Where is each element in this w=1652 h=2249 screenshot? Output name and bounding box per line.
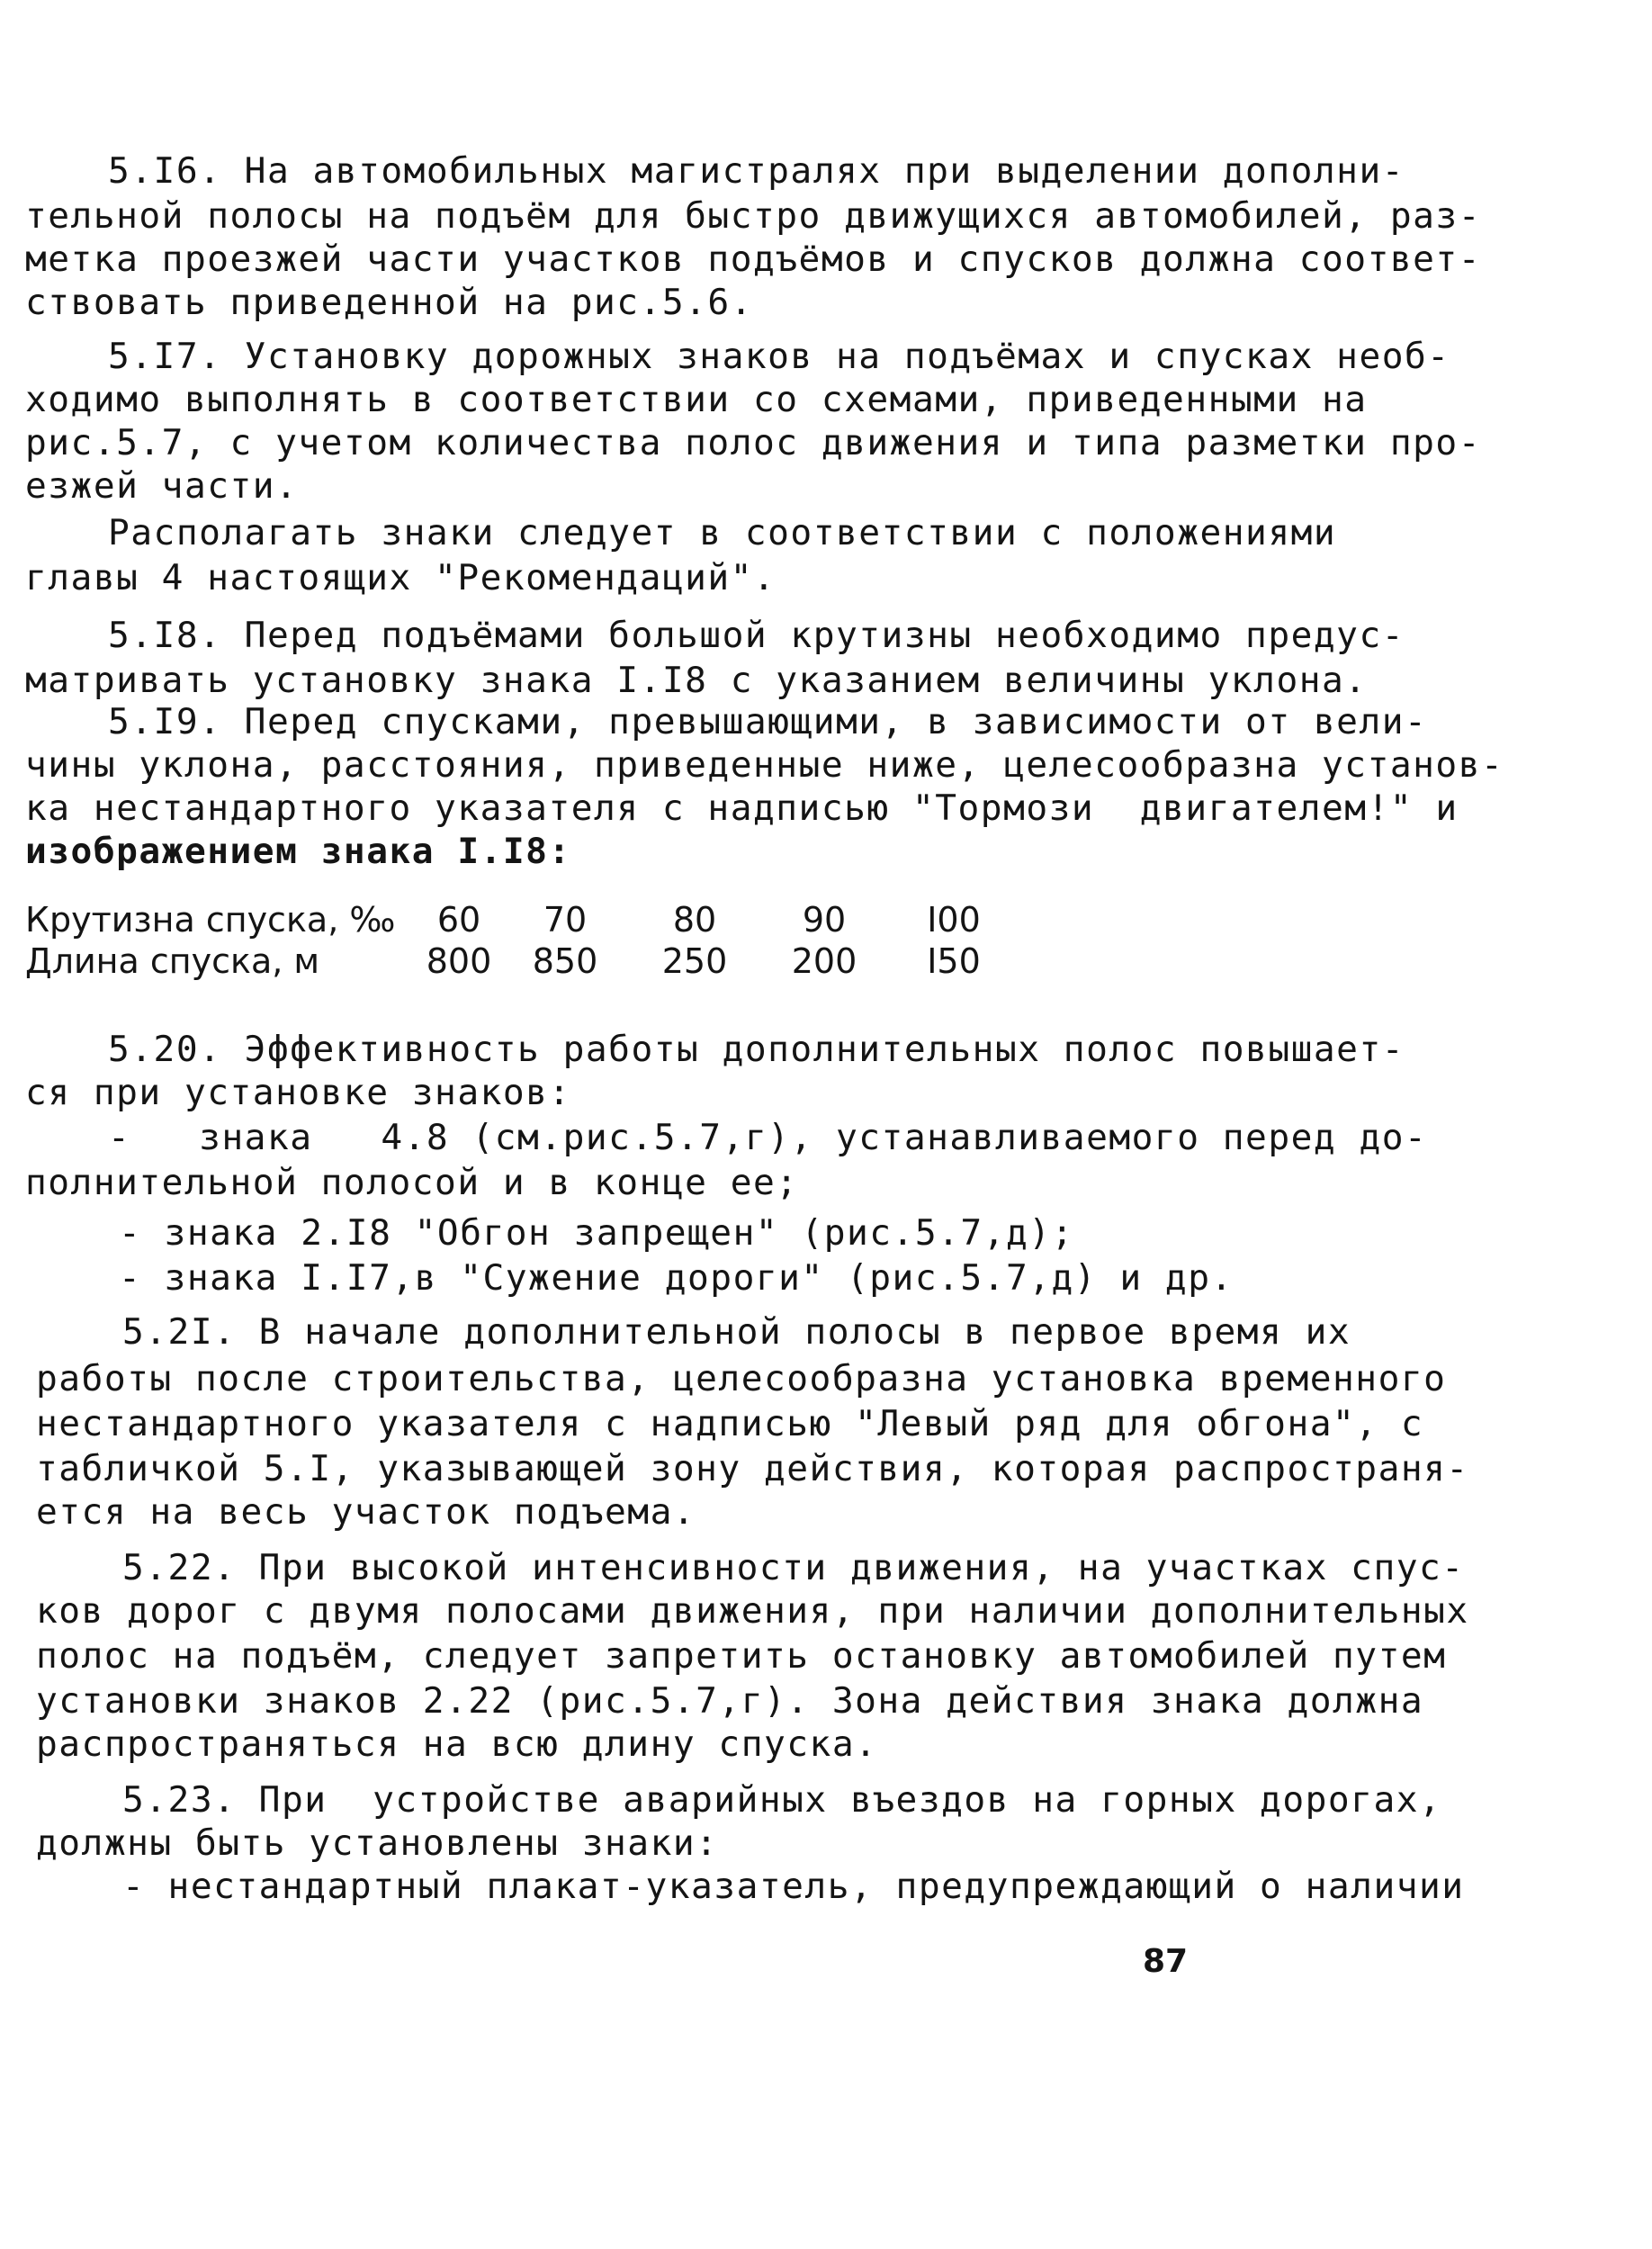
paragraph-5-17-line-4: езжей части.	[25, 465, 299, 507]
page-number: 87	[1143, 1943, 1189, 1980]
paragraph-5-17-line-3: рис.5.7, с учетом количества полос движения и типа разметки про-	[25, 422, 1481, 463]
paragraph-5-21-line-4: табличкой 5.I, указывающей зону действия, которая распространя-	[36, 1448, 1469, 1489]
table-cell: 70	[543, 900, 588, 940]
paragraph-5-16-line-3: метка проезжей части участков подъёмов и спусков должна соответ-	[25, 238, 1481, 280]
paragraph-5-22-line-3: полос на подъём, следует запретить остановку автомобилей путем	[36, 1635, 1447, 1677]
table-cell: 90	[802, 900, 847, 940]
paragraph-5-22-line-2: ков дорог с двумя полосами движения, при наличии дополнительных	[36, 1590, 1469, 1632]
table-cell: 250	[661, 941, 728, 981]
paragraph-5-16-line-2: тельной полосы на подъём для быстро движущихся автомобилей, раз-	[25, 195, 1481, 237]
table-cell: 80	[672, 900, 717, 940]
paragraph-5-19-line-2: чины уклона, расстояния, приведенные ниже, целесообразна установ-	[25, 744, 1504, 786]
table-row-label: Длина спуска, м	[25, 941, 320, 981]
paragraph-5-18-line-2: матривать установку знака I.I8 с указанием величины уклона.	[25, 660, 1368, 701]
table-cell: 800	[426, 941, 492, 981]
table-cell: 60	[436, 900, 481, 940]
paragraph-5-21-line-5: ется на весь участок подъема.	[36, 1491, 696, 1533]
paragraph-5-19-line-3: ка нестандартного указателя с надписью "Тормози двигателем!" и	[25, 787, 1459, 829]
paragraph-5-17-line-2: ходимо выполнять в соответствии со схемами, приведенными на	[25, 379, 1368, 420]
paragraph-5-23-line-2: должны быть установлены знаки:	[36, 1822, 719, 1864]
paragraph-5-17b-line-2: главы 4 настоящих "Рекомендаций".	[25, 557, 777, 598]
paragraph-5-22-line-5: распространяться на всю длину спуска.	[36, 1723, 878, 1765]
paragraph-5-23-line-1: 5.23. При устройстве аварийных въездов на горных дорогах,	[122, 1779, 1442, 1821]
table-row-label: Крутизна спуска, ‰	[25, 900, 396, 940]
paragraph-5-22-line-4: установки знаков 2.22 (рис.5.7,г). Зона действия знака должна	[36, 1680, 1424, 1722]
table-cell: 850	[532, 941, 598, 981]
paragraph-5-21-line-2: работы после строительства, целесообразна установка временного	[36, 1358, 1447, 1399]
paragraph-5-22-line-1: 5.22. При высокой интенсивности движения, на участках спус-	[122, 1547, 1465, 1588]
paragraph-5-21-line-1: 5.2I. В начале дополнительной полосы в первое время их	[122, 1311, 1351, 1353]
paragraph-5-20-line-4: полнительной полосой и в конце ее;	[25, 1162, 799, 1203]
table-cell: I00	[927, 900, 981, 940]
table-cell: 200	[791, 941, 857, 981]
paragraph-5-20-line-5: - знака 2.I8 "Обгон запрещен" (рис.5.7,д);	[119, 1212, 1074, 1254]
paragraph-5-17b-line-1: Располагать знаки следует в соответствии с положениями	[108, 512, 1337, 553]
paragraph-5-16-line-1: 5.I6. На автомобильных магистралях при выделении дополни-	[108, 150, 1405, 192]
paragraph-5-20-line-1: 5.20. Эффективность работы дополнительных полос повышает-	[108, 1029, 1405, 1070]
paragraph-5-16-line-4: ствовать приведенной на рис.5.6.	[25, 282, 753, 323]
paragraph-5-18-line-1: 5.I8. Перед подъёмами большой крутизны необходимо предус-	[108, 615, 1405, 656]
paragraph-5-23-line-3: - нестандартный плакат-указатель, предупреждающий о наличии	[122, 1866, 1465, 1907]
table-cell: I50	[927, 941, 981, 981]
paragraph-5-20-line-2: ся при установке знаков:	[25, 1072, 571, 1113]
paragraph-5-17-line-1: 5.I7. Установку дорожных знаков на подъёмах и спусках необ-	[108, 336, 1450, 377]
paragraph-5-19-line-4: изображением знака I.I8:	[25, 831, 571, 872]
paragraph-5-20-line-3: - знака 4.8 (см.рис.5.7,г), устанавливаемого перед до-	[108, 1117, 1428, 1158]
paragraph-5-20-line-6: - знака I.I7,в "Сужение дороги" (рис.5.7,д) и др.	[119, 1257, 1234, 1299]
paragraph-5-21-line-3: нестандартного указателя с надписью "Левый ряд для обгона", с	[36, 1403, 1424, 1444]
paragraph-5-19-line-1: 5.I9. Перед спусками, превышающими, в зависимости от вели-	[108, 701, 1428, 742]
